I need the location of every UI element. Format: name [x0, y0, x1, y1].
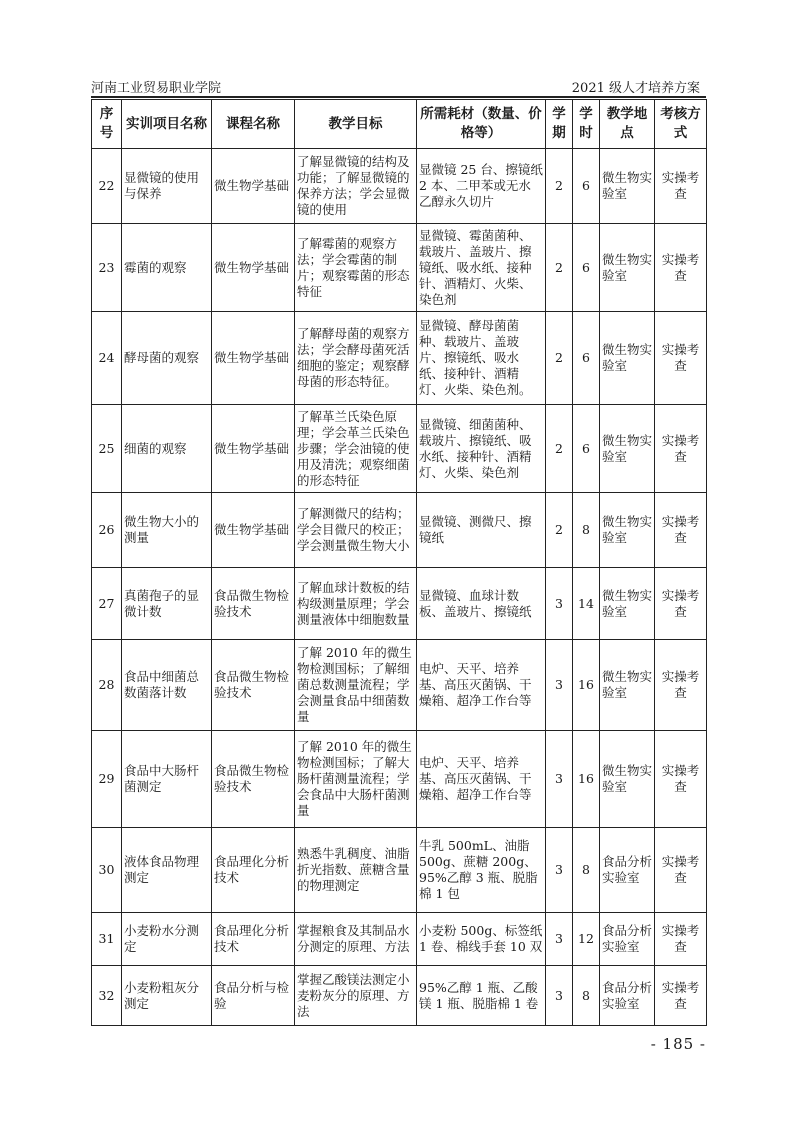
- table-row: [92, 568, 707, 640]
- column-header: 课程名称: [212, 100, 295, 149]
- teaching-goal-cell: 了解显微镜的结构及功能；了解显微镜的保养方法；学会显微镜的使用: [295, 149, 417, 224]
- assessment-method-cell: 实操考查: [655, 828, 707, 913]
- location-cell: 微生物实验室: [600, 312, 655, 405]
- column-header: 实训项目名称: [122, 100, 212, 149]
- project-name-cell: 霉菌的观察: [122, 224, 212, 312]
- term-cell: 3: [546, 568, 573, 640]
- location-cell: 微生物实验室: [600, 493, 655, 568]
- materials-cell: 显微镜、霉菌菌种、载玻片、盖玻片、擦镜纸、吸水纸、接种针、酒精灯、火柴、染色剂: [417, 224, 546, 312]
- materials-cell: 显微镜、测微尺、擦镜纸: [417, 493, 546, 568]
- project-name-cell: 液体食品物理测定: [122, 828, 212, 913]
- location-cell: 微生物实验室: [600, 224, 655, 312]
- hours-cell: 8: [573, 828, 600, 913]
- location-cell: 微生物实验室: [600, 568, 655, 640]
- row-number-cell: 29: [92, 731, 122, 828]
- table-row: [92, 405, 707, 493]
- row-number-cell: 28: [92, 640, 122, 731]
- row-number-cell: 26: [92, 493, 122, 568]
- project-name-cell: 真菌孢子的显微计数: [122, 568, 212, 640]
- term-cell: 3: [546, 731, 573, 828]
- term-cell: 3: [546, 966, 573, 1026]
- location-cell: 食品分析实验室: [600, 828, 655, 913]
- row-number-cell: 32: [92, 966, 122, 1026]
- project-name-cell: 显微镜的使用与保养: [122, 149, 212, 224]
- term-cell: 2: [546, 224, 573, 312]
- term-cell: 3: [546, 913, 573, 966]
- teaching-goal-cell: 了解 2010 年的微生物检测国标；了解大肠杆菌测量流程；学会食品中大肠杆菌测量: [295, 731, 417, 828]
- teaching-goal-cell: 了解革兰氏染色原理；学会革兰氏染色步骤；学会油镜的使用及清洗；观察细菌的形态特征: [295, 405, 417, 493]
- hours-cell: 6: [573, 405, 600, 493]
- course-name-cell: 微生物学基础: [212, 224, 295, 312]
- hours-cell: 16: [573, 640, 600, 731]
- project-name-cell: 小麦粉水分测定: [122, 913, 212, 966]
- location-cell: 食品分析实验室: [600, 966, 655, 1026]
- location-cell: 微生物实验室: [600, 405, 655, 493]
- materials-cell: 显微镜、血球计数板、盖玻片、擦镜纸: [417, 568, 546, 640]
- location-cell: 微生物实验室: [600, 640, 655, 731]
- teaching-goal-cell: 了解酵母菌的观察方法；学会酵母菌死活细胞的鉴定；观察酵母菌的形态特征。: [295, 312, 417, 405]
- project-name-cell: 食品中大肠杆菌测定: [122, 731, 212, 828]
- column-header: 教学目标: [295, 100, 417, 149]
- course-name-cell: 微生物学基础: [212, 312, 295, 405]
- assessment-method-cell: 实操考查: [655, 312, 707, 405]
- assessment-method-cell: 实操考查: [655, 568, 707, 640]
- teaching-goal-cell: 了解 2010 年的微生物检测国标；了解细菌总数测量流程；学会测量食品中细菌数量: [295, 640, 417, 731]
- table-row: [92, 731, 707, 828]
- materials-cell: 显微镜、细菌菌种、载玻片、擦镜纸、吸水纸、接种针、酒精灯、火柴、染色剂: [417, 405, 546, 493]
- column-header: 所需耗材（数量、价格等）: [417, 100, 546, 149]
- hours-cell: 14: [573, 568, 600, 640]
- course-name-cell: 食品分析与检验: [212, 966, 295, 1026]
- materials-cell: 牛乳 500mL、油脂 500g、蔗糖 200g、95%乙醇 3 瓶、脱脂棉 1 包: [417, 828, 546, 913]
- table-row: [92, 640, 707, 731]
- project-name-cell: 酵母菌的观察: [122, 312, 212, 405]
- assessment-method-cell: 实操考查: [655, 224, 707, 312]
- row-number-cell: 27: [92, 568, 122, 640]
- table-row: [92, 828, 707, 913]
- row-number-cell: 31: [92, 913, 122, 966]
- assessment-method-cell: 实操考查: [655, 913, 707, 966]
- location-cell: 食品分析实验室: [600, 913, 655, 966]
- course-name-cell: 微生物学基础: [212, 405, 295, 493]
- location-cell: 微生物实验室: [600, 149, 655, 224]
- course-name-cell: 微生物学基础: [212, 493, 295, 568]
- table-header-row: [92, 100, 707, 149]
- materials-cell: 电炉、天平、培养基、高压灭菌锅、干燥箱、超净工作台等: [417, 640, 546, 731]
- table-row: [92, 913, 707, 966]
- table-row: [92, 149, 707, 224]
- course-name-cell: 食品理化分析技术: [212, 828, 295, 913]
- institution-name: 河南工业贸易职业学院: [91, 81, 222, 96]
- term-cell: 2: [546, 149, 573, 224]
- location-cell: 微生物实验室: [600, 731, 655, 828]
- term-cell: 3: [546, 828, 573, 913]
- teaching-goal-cell: 掌握乙酸镁法测定小麦粉灰分的原理、方法: [295, 966, 417, 1026]
- assessment-method-cell: 实操考查: [655, 966, 707, 1026]
- document-title: 2021 级人才培养方案: [571, 81, 700, 96]
- hours-cell: 6: [573, 149, 600, 224]
- hours-cell: 16: [573, 731, 600, 828]
- assessment-method-cell: 实操考查: [655, 149, 707, 224]
- assessment-method-cell: 实操考查: [655, 731, 707, 828]
- table-row: [92, 493, 707, 568]
- assessment-method-cell: 实操考查: [655, 640, 707, 731]
- row-number-cell: 24: [92, 312, 122, 405]
- term-cell: 2: [546, 312, 573, 405]
- row-number-cell: 22: [92, 149, 122, 224]
- page-number: - 185 -: [650, 1035, 706, 1053]
- column-header: 学期: [546, 100, 573, 149]
- course-name-cell: 微生物学基础: [212, 149, 295, 224]
- materials-cell: 显微镜、酵母菌菌种、载玻片、盖玻片、擦镜纸、吸水纸、接种针、酒精灯、火柴、染色剂。: [417, 312, 546, 405]
- course-name-cell: 食品微生物检验技术: [212, 568, 295, 640]
- materials-cell: 小麦粉 500g、标签纸 1 卷、棉线手套 10 双: [417, 913, 546, 966]
- assessment-method-cell: 实操考查: [655, 493, 707, 568]
- assessment-method-cell: 实操考查: [655, 405, 707, 493]
- term-cell: 2: [546, 493, 573, 568]
- hours-cell: 8: [573, 966, 600, 1026]
- training-plan-table: [91, 99, 707, 1026]
- column-header: 序号: [92, 100, 122, 149]
- project-name-cell: 食品中细菌总数菌落计数: [122, 640, 212, 731]
- table-row: [92, 224, 707, 312]
- materials-cell: 显微镜 25 台、擦镜纸 2 本、二甲苯或无水乙醇永久切片: [417, 149, 546, 224]
- row-number-cell: 25: [92, 405, 122, 493]
- course-name-cell: 食品微生物检验技术: [212, 731, 295, 828]
- course-name-cell: 食品微生物检验技术: [212, 640, 295, 731]
- teaching-goal-cell: 熟悉牛乳稠度、油脂折光指数、蔗糖含量的物理测定: [295, 828, 417, 913]
- materials-cell: 95%乙醇 1 瓶、乙酸镁 1 瓶、脱脂棉 1 卷: [417, 966, 546, 1026]
- table-row: [92, 312, 707, 405]
- teaching-goal-cell: 掌握粮食及其制品水分测定的原理、方法: [295, 913, 417, 966]
- hours-cell: 12: [573, 913, 600, 966]
- teaching-goal-cell: 了解霉菌的观察方法；学会霉菌的制片；观察霉菌的形态特征: [295, 224, 417, 312]
- teaching-goal-cell: 了解测微尺的结构；学会目微尺的校正；学会测量微生物大小: [295, 493, 417, 568]
- hours-cell: 6: [573, 312, 600, 405]
- table-row: [92, 966, 707, 1026]
- header-rule: [91, 96, 706, 98]
- term-cell: 2: [546, 405, 573, 493]
- term-cell: 3: [546, 640, 573, 731]
- column-header: 考核方式: [655, 100, 707, 149]
- course-name-cell: 食品理化分析技术: [212, 913, 295, 966]
- hours-cell: 6: [573, 224, 600, 312]
- row-number-cell: 23: [92, 224, 122, 312]
- teaching-goal-cell: 了解血球计数板的结构级测量原理；学会测量液体中细胞数量: [295, 568, 417, 640]
- row-number-cell: 30: [92, 828, 122, 913]
- materials-cell: 电炉、天平、培养基、高压灭菌锅、干燥箱、超净工作台等: [417, 731, 546, 828]
- column-header: 教学地点: [600, 100, 655, 149]
- project-name-cell: 细菌的观察: [122, 405, 212, 493]
- project-name-cell: 微生物大小的测量: [122, 493, 212, 568]
- project-name-cell: 小麦粉粗灰分测定: [122, 966, 212, 1026]
- column-header: 学时: [573, 100, 600, 149]
- hours-cell: 8: [573, 493, 600, 568]
